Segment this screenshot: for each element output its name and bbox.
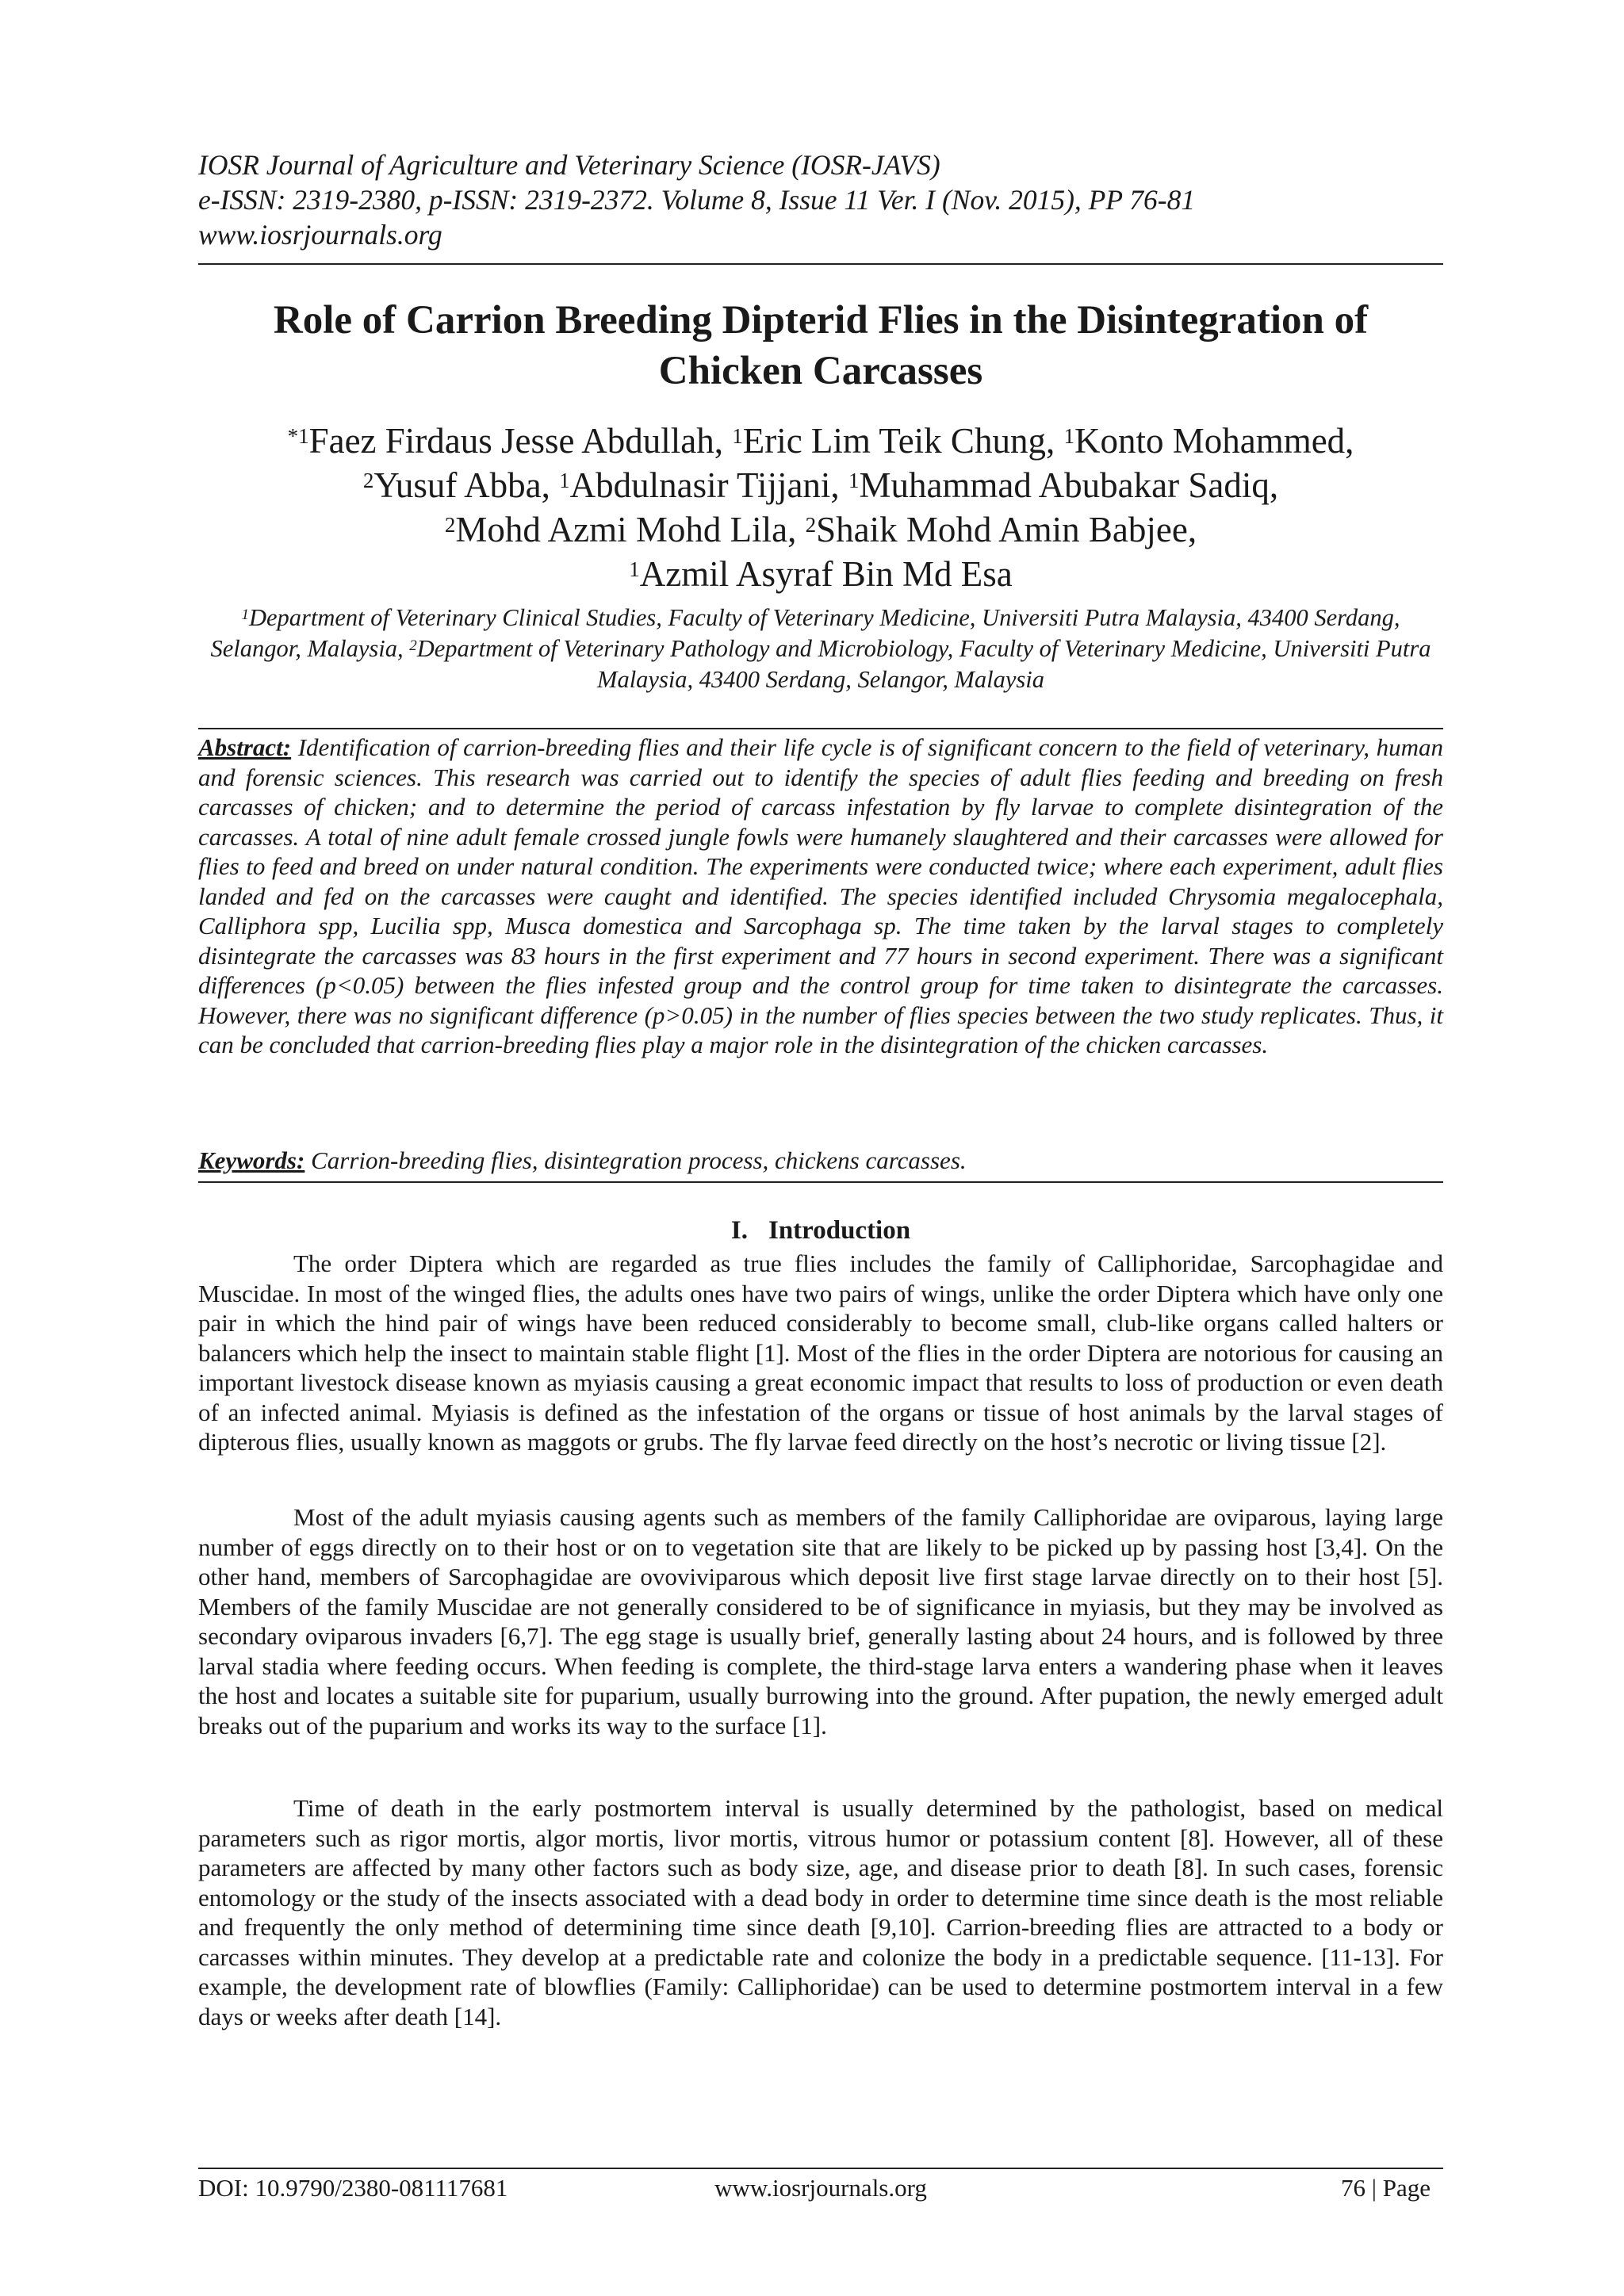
title-line-2: Chicken Carcasses (658, 349, 983, 393)
author-mark: 1 (848, 469, 860, 492)
abstract (198, 733, 1443, 1060)
author-mark: 1 (1063, 424, 1074, 448)
journal-header (198, 147, 1443, 252)
author-mark: 2 (805, 513, 817, 537)
affiliation-1: Department of Veterinary Clinical Studies, Faculty of Veterinary Medicine, Universiti Putra Malaysia, 43400 Serdang, Selangor, Malaysia, (210, 604, 1400, 662)
footer-divider (198, 2168, 1443, 2169)
abstract-text: Identification of carrion-breeding flies and their life cycle is of significant concern to the field of veterinary, human and forensic sciences. This research was carried out to identify the species of adult flies feeding and breeding on fresh carcasses of chicken; and to determine the period of carcass infestation by fly larvae to complete disintegration of the carcasses. A total of nine adult female crossed jungle fowls were humanely slaughtered and their carcasses were allowed for flies to feed and breed on under natural condition. The experiments were conducted twice; where each experiment, adult flies landed and fed on the carcasses were caught and identified. The species identified included Chrysomia megalocephala, Calliphora spp, Lucilia spp, Musca domestica and Sarcophaga sp. The time taken by the larval stages to completely disintegrate the carcasses was 83 hours in the first experiment and 77 hours in second experiment. There was a significant differences (p<0.05) between the flies infested group and the control group for time taken to disintegrate the carcasses. However, there was no significant difference (p>0.05) in the number of flies species between the two study replicates. Thus, it can be concluded that carrion-breeding flies play a major role in the disintegration of the chicken carcasses. (198, 733, 1443, 1058)
author-line-4 (198, 552, 1443, 596)
section-title: Introduction (768, 1216, 911, 1245)
journal-website: www.iosrjournals.org (198, 219, 442, 251)
author-name: Eric Lim Teik Chung, (742, 421, 1064, 461)
journal-name: IOSR Journal of Agriculture and Veterinary Science (IOSR-JAVS) (198, 149, 940, 181)
author-mark: 1 (732, 424, 743, 448)
abstract-top-rule (198, 728, 1443, 729)
issn-line: e-ISSN: 2319-2380, p-ISSN: 2319-2372. Volume 8, Issue 11 Ver. I (Nov. 2015), PP 76-81 (198, 184, 1196, 216)
affiliations (198, 603, 1443, 695)
author-name: Abdulnasir Tijjani, (569, 465, 848, 505)
affiliation-2: Department of Veterinary Pathology and Microbiology, Faculty of Veterinary Medicine, Universiti Putra Malaysia, 43400 Serdang, Selangor, Malaysia (416, 635, 1431, 693)
author-mark: *1 (287, 424, 309, 448)
footer-website: www.iosrjournals.org (714, 2174, 927, 2202)
footer-doi: DOI: 10.9790/2380-081117681 (198, 2174, 508, 2202)
section-number: I. (730, 1216, 748, 1245)
author-name: Azmil Asyraf Bin Md Esa (639, 554, 1013, 594)
section-heading (198, 1215, 1443, 1246)
keywords (198, 1146, 1443, 1176)
author-list (198, 419, 1443, 596)
author-name: Konto Mohammed, (1074, 421, 1354, 461)
keywords-text: Carrion-breeding flies, disintegration process, chickens carcasses. (304, 1146, 967, 1174)
author-name: Yusuf Abba, (373, 465, 560, 505)
author-line-3 (198, 507, 1443, 552)
author-mark: 2 (362, 469, 374, 492)
page-number: 76 | Page (1341, 2174, 1431, 2202)
keywords-label: Keywords: (198, 1146, 305, 1174)
author-mark: 1 (629, 557, 640, 581)
author-name: Faez Firdaus Jesse Abdullah, (308, 421, 733, 461)
affiliation-mark: 2 (409, 637, 417, 654)
document-page (198, 0, 1443, 2296)
author-mark: 2 (444, 513, 456, 537)
body-paragraph-3: Time of death in the early postmortem interval is usually determined by the pathologist, based on medical parameters such as rigor mortis, algor mortis, livor mortis, vitrous humor or potassium content [8]. However, all of these parameters are affected by many other factors such as body size, age, and disease prior to death [8]. In such cases, forensic entomology or the study of the insects associated with a dead body in order to determine time since death is the most reliable and frequently the only method of determining time since death [9,10]. Carrion-breeding flies are attracted to a body or carcasses within minutes. They develop at a predictable rate and colonize the body in a predictable sequence. [11-13]. For example, the development rate of blowflies (Family: Calliphoridae) can be used to determine postmortem interval in a few days or weeks after death [14]. (198, 1794, 1443, 2030)
author-name: Shaik Mohd Amin Babjee, (816, 510, 1197, 549)
affiliation-mark: 1 (241, 607, 249, 623)
paper-title (198, 295, 1443, 396)
header-divider (198, 263, 1443, 265)
author-name: Muhammad Abubakar Sadiq, (859, 465, 1279, 505)
author-name: Mohd Azmi Mohd Lila, (455, 510, 806, 549)
author-line-2 (198, 463, 1443, 507)
author-mark: 1 (559, 469, 570, 492)
author-line-1 (198, 419, 1443, 463)
title-line-1: Role of Carrion Breeding Dipterid Flies in the Disintegration of (273, 298, 1369, 342)
abstract-bottom-rule (198, 1181, 1443, 1183)
body-paragraph-1: The order Diptera which are regarded as true flies includes the family of Calliphoridae, Sarcophagidae and Muscidae. In most of the winged flies, the adults ones have two pairs of wings, unlike the order Diptera which have only one pair in which the hind pair of wings have been reduced considerably to become small, club-like organs called halters or balancers which help the insect to maintain stable flight [1]. Most of the flies in the order Diptera are notorious for causing an important livestock disease known as myiasis causing a great economic impact that results to loss of production or even death of an infected animal. Myiasis is defined as the infestation of the organs or tissue of host animals by the larval stages of dipterous flies, usually known as maggots or grubs. The fly larvae feed directly on the host’s necrotic or living tissue [2]. (198, 1249, 1443, 1456)
body-paragraph-2: Most of the adult myiasis causing agents such as members of the family Calliphoridae are oviparous, laying large number of eggs directly on to their host or on to vegetation site that are likely to be picked up by passing host [3,4]. On the other hand, members of Sarcophagidae are ovoviviparous which deposit live first stage larvae directly on to their host [5]. Members of the family Muscidae are not generally considered to be of significance in myiasis, but they may be involved as secondary oviparous invaders [6,7]. The egg stage is usually brief, generally lasting about 24 hours, and is followed by three larval stadia where feeding occurs. When feeding is complete, the third-stage larva enters a wandering phase when it leaves the host and locates a suitable site for puparium, usually burrowing into the ground. After pupation, the newly emerged adult breaks out of the puparium and works its way to the surface [1]. (198, 1503, 1443, 1739)
abstract-label: Abstract: (198, 733, 292, 761)
